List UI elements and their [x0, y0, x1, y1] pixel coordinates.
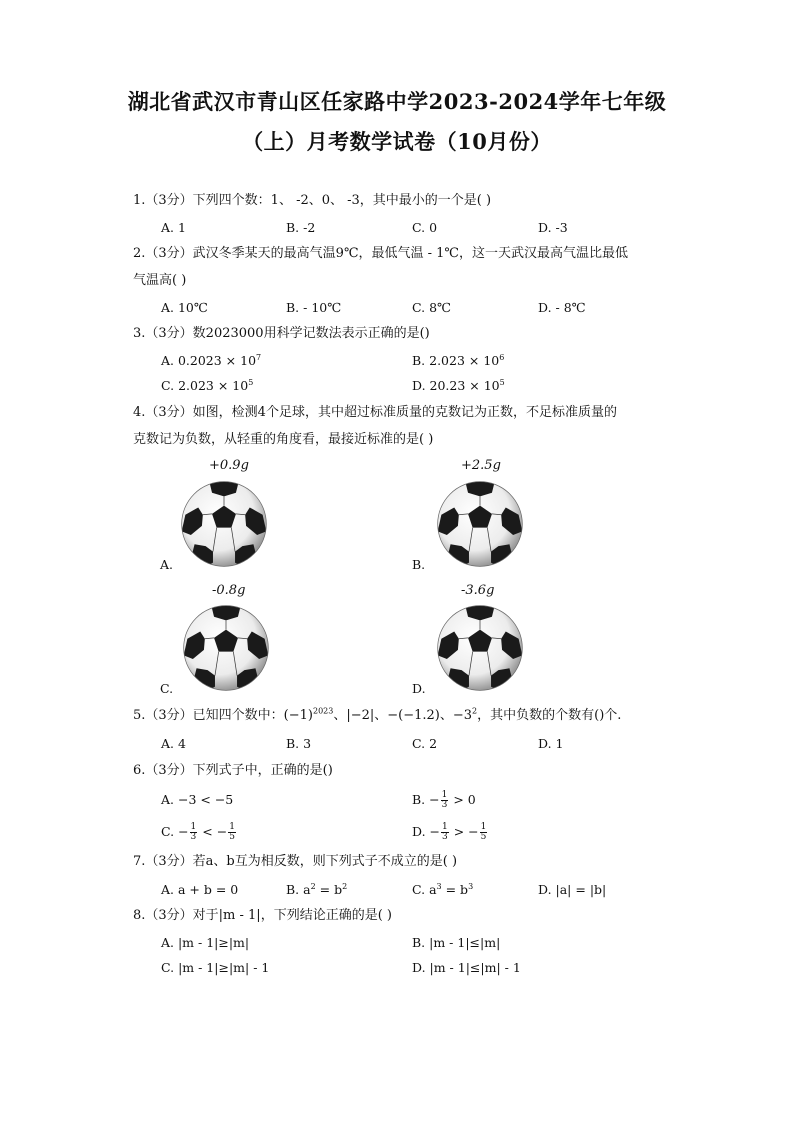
ball-d-label: D.	[412, 681, 426, 696]
q7c-exp2: 3	[468, 881, 474, 891]
question-2-option-d: D. - 8℃	[538, 300, 586, 315]
numerator: 1	[480, 822, 487, 832]
question-8-option-b: B. |m - 1|≤|m|	[412, 935, 501, 950]
q7b-b: = b	[315, 882, 343, 897]
q6d-mid: > −	[449, 824, 479, 839]
ball-d-caption: -3.6g	[461, 583, 495, 598]
option-c-base: C. 2.023 × 10	[161, 378, 249, 393]
q7c-a: C. a	[412, 882, 437, 897]
q5-stem-b: 、|−2|、−(−1.2)、−3	[333, 708, 473, 723]
question-8-stem: 8.（3分）对于|m - 1|，下列结论正确的是( )	[133, 908, 392, 923]
question-8-option-c: C. |m - 1|≥|m| - 1	[161, 960, 270, 975]
question-6-option-c	[161, 822, 237, 842]
fraction	[441, 791, 449, 810]
question-7-option-b	[286, 880, 347, 900]
q5-exponent2: 2	[472, 706, 478, 716]
option-a-exponent: 7	[256, 352, 262, 362]
denominator: 5	[229, 832, 235, 842]
ball-a-caption: +0.9g	[209, 458, 249, 473]
question-6-option-b	[412, 790, 476, 810]
question-8-option-a: A. |m - 1|≥|m|	[161, 935, 250, 950]
question-7-option-c	[412, 880, 473, 900]
ball-a-label: A.	[160, 557, 174, 572]
q7c-exp1: 3	[436, 881, 442, 891]
ball-b-label: B.	[412, 557, 426, 572]
question-6-option-a: A. −3 < −5	[161, 792, 234, 807]
question-3-option-b	[412, 351, 504, 371]
question-1-option-a: A. 1	[161, 220, 186, 235]
soccer-ball-icon	[180, 602, 272, 694]
fraction	[441, 823, 449, 842]
option-d-base: D. 20.23 × 10	[412, 378, 500, 393]
q6b-suffix: > 0	[449, 792, 476, 807]
q7b-exp2: 2	[342, 881, 348, 891]
q7b-a: B. a	[286, 882, 311, 897]
option-b-base: B. 2.023 × 10	[412, 353, 500, 368]
question-7-option-d: D. |a| = |b|	[538, 882, 607, 897]
fraction	[480, 823, 488, 842]
question-2-option-a: A. 10℃	[161, 300, 208, 315]
fraction	[190, 823, 198, 842]
denominator: 3	[442, 832, 448, 842]
question-3-option-d	[412, 376, 505, 396]
question-2-stem-line1: 2.（3分）武汉冬季某天的最高气温9℃，最低气温 - 1℃，这一天武汉最高气温比最低	[133, 246, 628, 261]
exam-title-line1: 湖北省武汉市青山区任家路中学2023-2024学年七年级	[127, 89, 667, 114]
question-5-option-b: B. 3	[286, 736, 312, 751]
numerator: 1	[190, 822, 197, 832]
soccer-ball-icon	[434, 602, 526, 694]
question-5-option-d: D. 1	[538, 736, 564, 751]
fraction	[228, 823, 236, 842]
question-6-option-d	[412, 822, 488, 842]
q5-stem-c: ，其中负数的个数有()个.	[477, 708, 622, 723]
denominator: 3	[190, 832, 197, 842]
denominator: 3	[441, 800, 448, 810]
numerator: 1	[229, 822, 235, 832]
soccer-ball-icon	[434, 478, 526, 570]
question-5-option-a: A. 4	[161, 736, 186, 751]
question-7-option-a: A. a + b = 0	[161, 882, 239, 897]
q7c-b: = b	[441, 882, 469, 897]
question-3-option-a	[161, 351, 261, 371]
option-a-base: A. 0.2023 × 10	[161, 353, 257, 368]
denominator: 5	[480, 832, 487, 842]
q6c-mid: < −	[198, 824, 228, 839]
question-1-option-c: C. 0	[412, 220, 438, 235]
question-5-option-c: C. 2	[412, 736, 438, 751]
q7b-exp1: 2	[310, 881, 316, 891]
soccer-ball-icon	[178, 478, 270, 570]
ball-c-caption: -0.8g	[212, 583, 246, 598]
question-1-option-b: B. -2	[286, 220, 316, 235]
ball-c-label: C.	[160, 681, 174, 696]
question-2-option-b: B. - 10℃	[286, 300, 342, 315]
numerator: 1	[442, 822, 448, 832]
numerator: 1	[441, 790, 448, 800]
question-2-option-c: C. 8℃	[412, 300, 452, 315]
q5-stem-a: 5.（3分）已知四个数中：(−1)	[133, 708, 313, 723]
question-1-option-d: D. -3	[538, 220, 568, 235]
question-8-option-d: D. |m - 1|≤|m| - 1	[412, 960, 521, 975]
option-c-exponent: 5	[248, 377, 254, 387]
question-3-option-c	[161, 376, 253, 396]
question-4-stem-line1: 4.（3分）如图，检测4个足球，其中超过标准质量的克数记为正数，不足标准质量的	[133, 405, 617, 420]
question-4-stem-line2: 克数记为负数，从轻重的角度看，最接近标准的是( )	[133, 432, 434, 447]
option-b-exponent: 6	[499, 352, 505, 362]
ball-b-caption: +2.5g	[461, 458, 501, 473]
question-1-stem: 1.（3分）下列四个数：1、 -2、0、 -3，其中最小的一个是( )	[133, 193, 492, 208]
question-5-stem	[133, 703, 653, 729]
q5-exponent: 2023	[312, 706, 334, 716]
q6c-prefix: C. −	[161, 824, 189, 839]
q6d-prefix: D. −	[412, 824, 440, 839]
question-7-stem: 7.（3分）若a、b互为相反数，则下列式子不成立的是( )	[133, 854, 458, 869]
option-d-exponent: 5	[499, 377, 505, 387]
question-6-stem: 6.（3分）下列式子中，正确的是()	[133, 763, 333, 778]
question-3-stem: 3.（3分）数2023000用科学记数法表示正确的是()	[133, 326, 430, 341]
q6b-prefix: B. −	[412, 792, 440, 807]
question-2-stem-line2: 气温高( )	[133, 273, 187, 288]
exam-title-line2: （上）月考数学试卷（10月份）	[242, 129, 552, 154]
